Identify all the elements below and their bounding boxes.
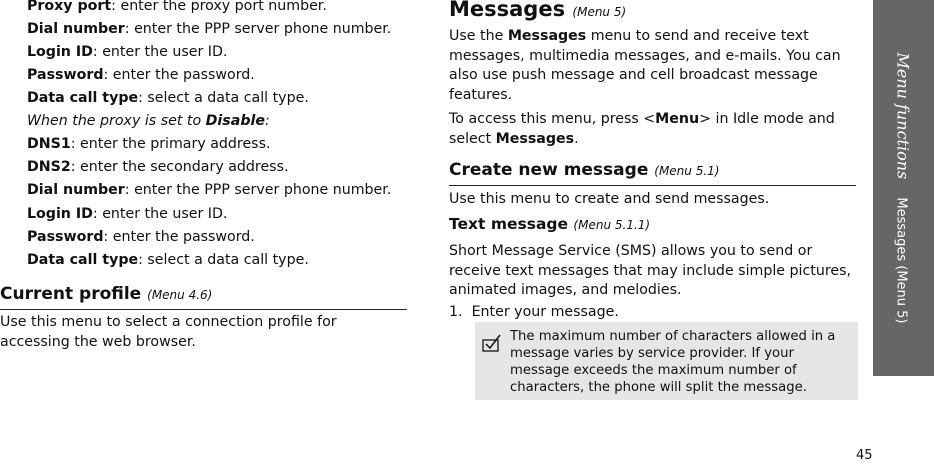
setting-term: Data call type <box>27 252 139 268</box>
setting-item <box>27 250 309 270</box>
setting-item <box>27 157 288 177</box>
note-box <box>475 322 858 400</box>
setting-term: DNS1 <box>27 136 71 152</box>
setting-desc: : enter the secondary address. <box>70 159 289 176</box>
note-text: The maximum number of characters allowed in a message varies by service provider. If your message exceeds the maximum number of characters, the phone will split the message. <box>510 329 836 395</box>
setting-item <box>27 88 309 108</box>
setting-item <box>27 180 391 200</box>
setting-item <box>27 134 270 154</box>
setting-term: Login ID <box>27 44 93 60</box>
setting-desc: : enter the password. <box>103 228 255 245</box>
proxy-disable-heading: When the proxy is set to Disable: <box>27 113 270 129</box>
setting-item <box>27 204 227 224</box>
current-profile-rule <box>0 309 407 310</box>
sidebar-label: Menu functions Messages (Menu 5) <box>893 52 913 324</box>
setting-item <box>27 19 391 39</box>
setting-desc: : enter the PPP server phone number. <box>124 182 392 199</box>
setting-desc: : enter the user ID. <box>92 205 228 222</box>
setting-item <box>27 65 255 85</box>
step-1: 1. Enter your message. <box>449 304 619 320</box>
setting-term: Data call type <box>27 90 139 106</box>
checkbox-note-icon <box>481 332 503 358</box>
setting-term: Proxy port <box>27 0 112 14</box>
messages-intro: Use the Messages menu to send and receive text messages, multimedia messages, and e-mails. You can also use push message and cell broadcast message features. <box>449 28 841 103</box>
setting-term: Dial number <box>27 182 125 199</box>
setting-desc: : enter the user ID. <box>92 44 228 60</box>
sms-text: Short Message Service (SMS) allows you to send or receive text messages that may include simple pictures, animated images, and melodies. <box>449 243 851 298</box>
setting-desc: : select a data call type. <box>138 90 309 106</box>
setting-term: Dial number <box>27 21 125 37</box>
setting-desc: : select a data call type. <box>138 252 309 268</box>
messages-access: To access this menu, press <Menu> in Idle mode and select Messages. <box>449 111 835 147</box>
setting-term: Password <box>27 228 104 245</box>
setting-desc: : enter the PPP server phone number. <box>124 21 392 37</box>
setting-item <box>27 42 227 62</box>
setting-term: Password <box>27 67 104 83</box>
setting-desc: : enter the proxy port number. <box>111 0 327 14</box>
messages-heading: Messages (Menu 5) <box>449 0 627 21</box>
create-message-heading: Create new message (Menu 5.1) <box>449 160 720 180</box>
setting-term: Login ID <box>27 205 93 222</box>
current-profile-text: Use this menu to select a connection profile for accessing the web browser. <box>0 314 337 350</box>
page-number: 45 <box>856 448 873 463</box>
setting-item <box>27 227 255 247</box>
text-message-heading: Text message (Menu 5.1.1) <box>449 215 651 233</box>
setting-desc: : enter the password. <box>103 67 255 83</box>
current-profile-heading: Current profile (Menu 4.6) <box>0 284 213 304</box>
create-message-text: Use this menu to create and send messages. <box>449 191 770 207</box>
create-message-rule <box>449 185 856 186</box>
setting-item <box>27 0 327 16</box>
setting-term: DNS2 <box>27 159 71 176</box>
setting-desc: : enter the primary address. <box>70 136 271 152</box>
